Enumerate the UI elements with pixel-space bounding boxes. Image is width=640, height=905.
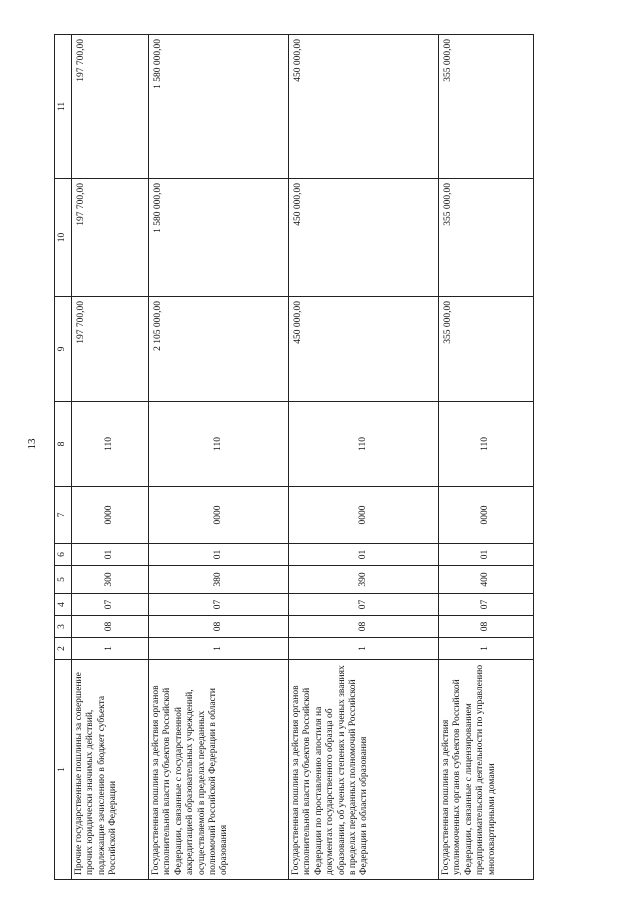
column-header: 5	[55, 566, 72, 594]
revenue-table	[54, 34, 534, 880]
amount-cell: 450 000,00	[289, 35, 439, 179]
column-header: 10	[55, 179, 72, 297]
cell: 300	[72, 566, 149, 594]
cell: 0000	[149, 487, 289, 544]
cell: 1	[289, 638, 439, 660]
cell: 08	[289, 616, 439, 638]
cell: 1	[149, 638, 289, 660]
amount-cell: 197 700,00	[72, 179, 149, 297]
amount-cell: 450 000,00	[289, 297, 439, 402]
column-header: 3	[55, 616, 72, 638]
table-row	[72, 35, 149, 880]
cell: 110	[149, 402, 289, 487]
amount-cell: 355 000,00	[439, 35, 534, 179]
cell: 400	[439, 566, 534, 594]
cell: 0000	[439, 487, 534, 544]
column-header: 7	[55, 487, 72, 544]
cell: 01	[439, 544, 534, 566]
column-header: 2	[55, 638, 72, 660]
amount-cell: 1 580 000,00	[149, 35, 289, 179]
cell: 07	[439, 594, 534, 616]
column-header: 9	[55, 297, 72, 402]
table-row	[439, 35, 534, 880]
cell: 110	[72, 402, 149, 487]
page-number: 13	[26, 438, 38, 450]
amount-cell: 355 000,00	[439, 179, 534, 297]
cell: 1	[439, 638, 534, 660]
cell: 08	[439, 616, 534, 638]
amount-cell: 450 000,00	[289, 179, 439, 297]
cell: 07	[149, 594, 289, 616]
cell: 110	[439, 402, 534, 487]
cell: 08	[72, 616, 149, 638]
table-row	[289, 35, 439, 880]
cell: 0000	[289, 487, 439, 544]
amount-cell: 197 700,00	[72, 35, 149, 179]
column-header: 8	[55, 402, 72, 487]
row-name: Государственная пошлина за действия уполномоченных органов субъектов Российской Федерации, связанные с лицензированием предпринимательской деятельности по управлению многоквартирными домами	[439, 660, 534, 880]
cell: 1	[72, 638, 149, 660]
amount-cell: 2 105 000,00	[149, 297, 289, 402]
row-name: Государственная пошлина за действия органов исполнительной власти субъектов Российской Федерации, связанные с государственной аккредитацией образовательных учреждений, осуществляемой в пределах переданных полномочий Российской Федерации в области образования	[149, 660, 289, 880]
column-header: 11	[55, 35, 72, 179]
cell: 0000	[72, 487, 149, 544]
amount-cell: 1 580 000,00	[149, 179, 289, 297]
cell: 390	[289, 566, 439, 594]
table-row	[149, 35, 289, 880]
column-header: 4	[55, 594, 72, 616]
column-header: 1	[55, 660, 72, 880]
cell: 01	[149, 544, 289, 566]
cell: 110	[289, 402, 439, 487]
amount-cell: 355 000,00	[439, 297, 534, 402]
cell: 01	[289, 544, 439, 566]
cell: 01	[72, 544, 149, 566]
column-header: 6	[55, 544, 72, 566]
row-name: Государственная пошлина за действия органов исполнительной власти субъектов Российской Федерации по проставлению апостиля на документах государственного образца об образовании, об ученых степенях и ученых званиях в пределах переданных полномочий Российской Федерации в области образования	[289, 660, 439, 880]
rotated-page-content	[54, 35, 532, 880]
cell: 07	[289, 594, 439, 616]
cell: 380	[149, 566, 289, 594]
row-name: Прочие государственные пошлины за совершение прочих юридически значимых действий, подлежащие зачислению в бюджет субъекта Российской Федерации	[72, 660, 149, 880]
cell: 08	[149, 616, 289, 638]
table-header-row	[55, 35, 72, 880]
amount-cell: 197 700,00	[72, 297, 149, 402]
cell: 07	[72, 594, 149, 616]
